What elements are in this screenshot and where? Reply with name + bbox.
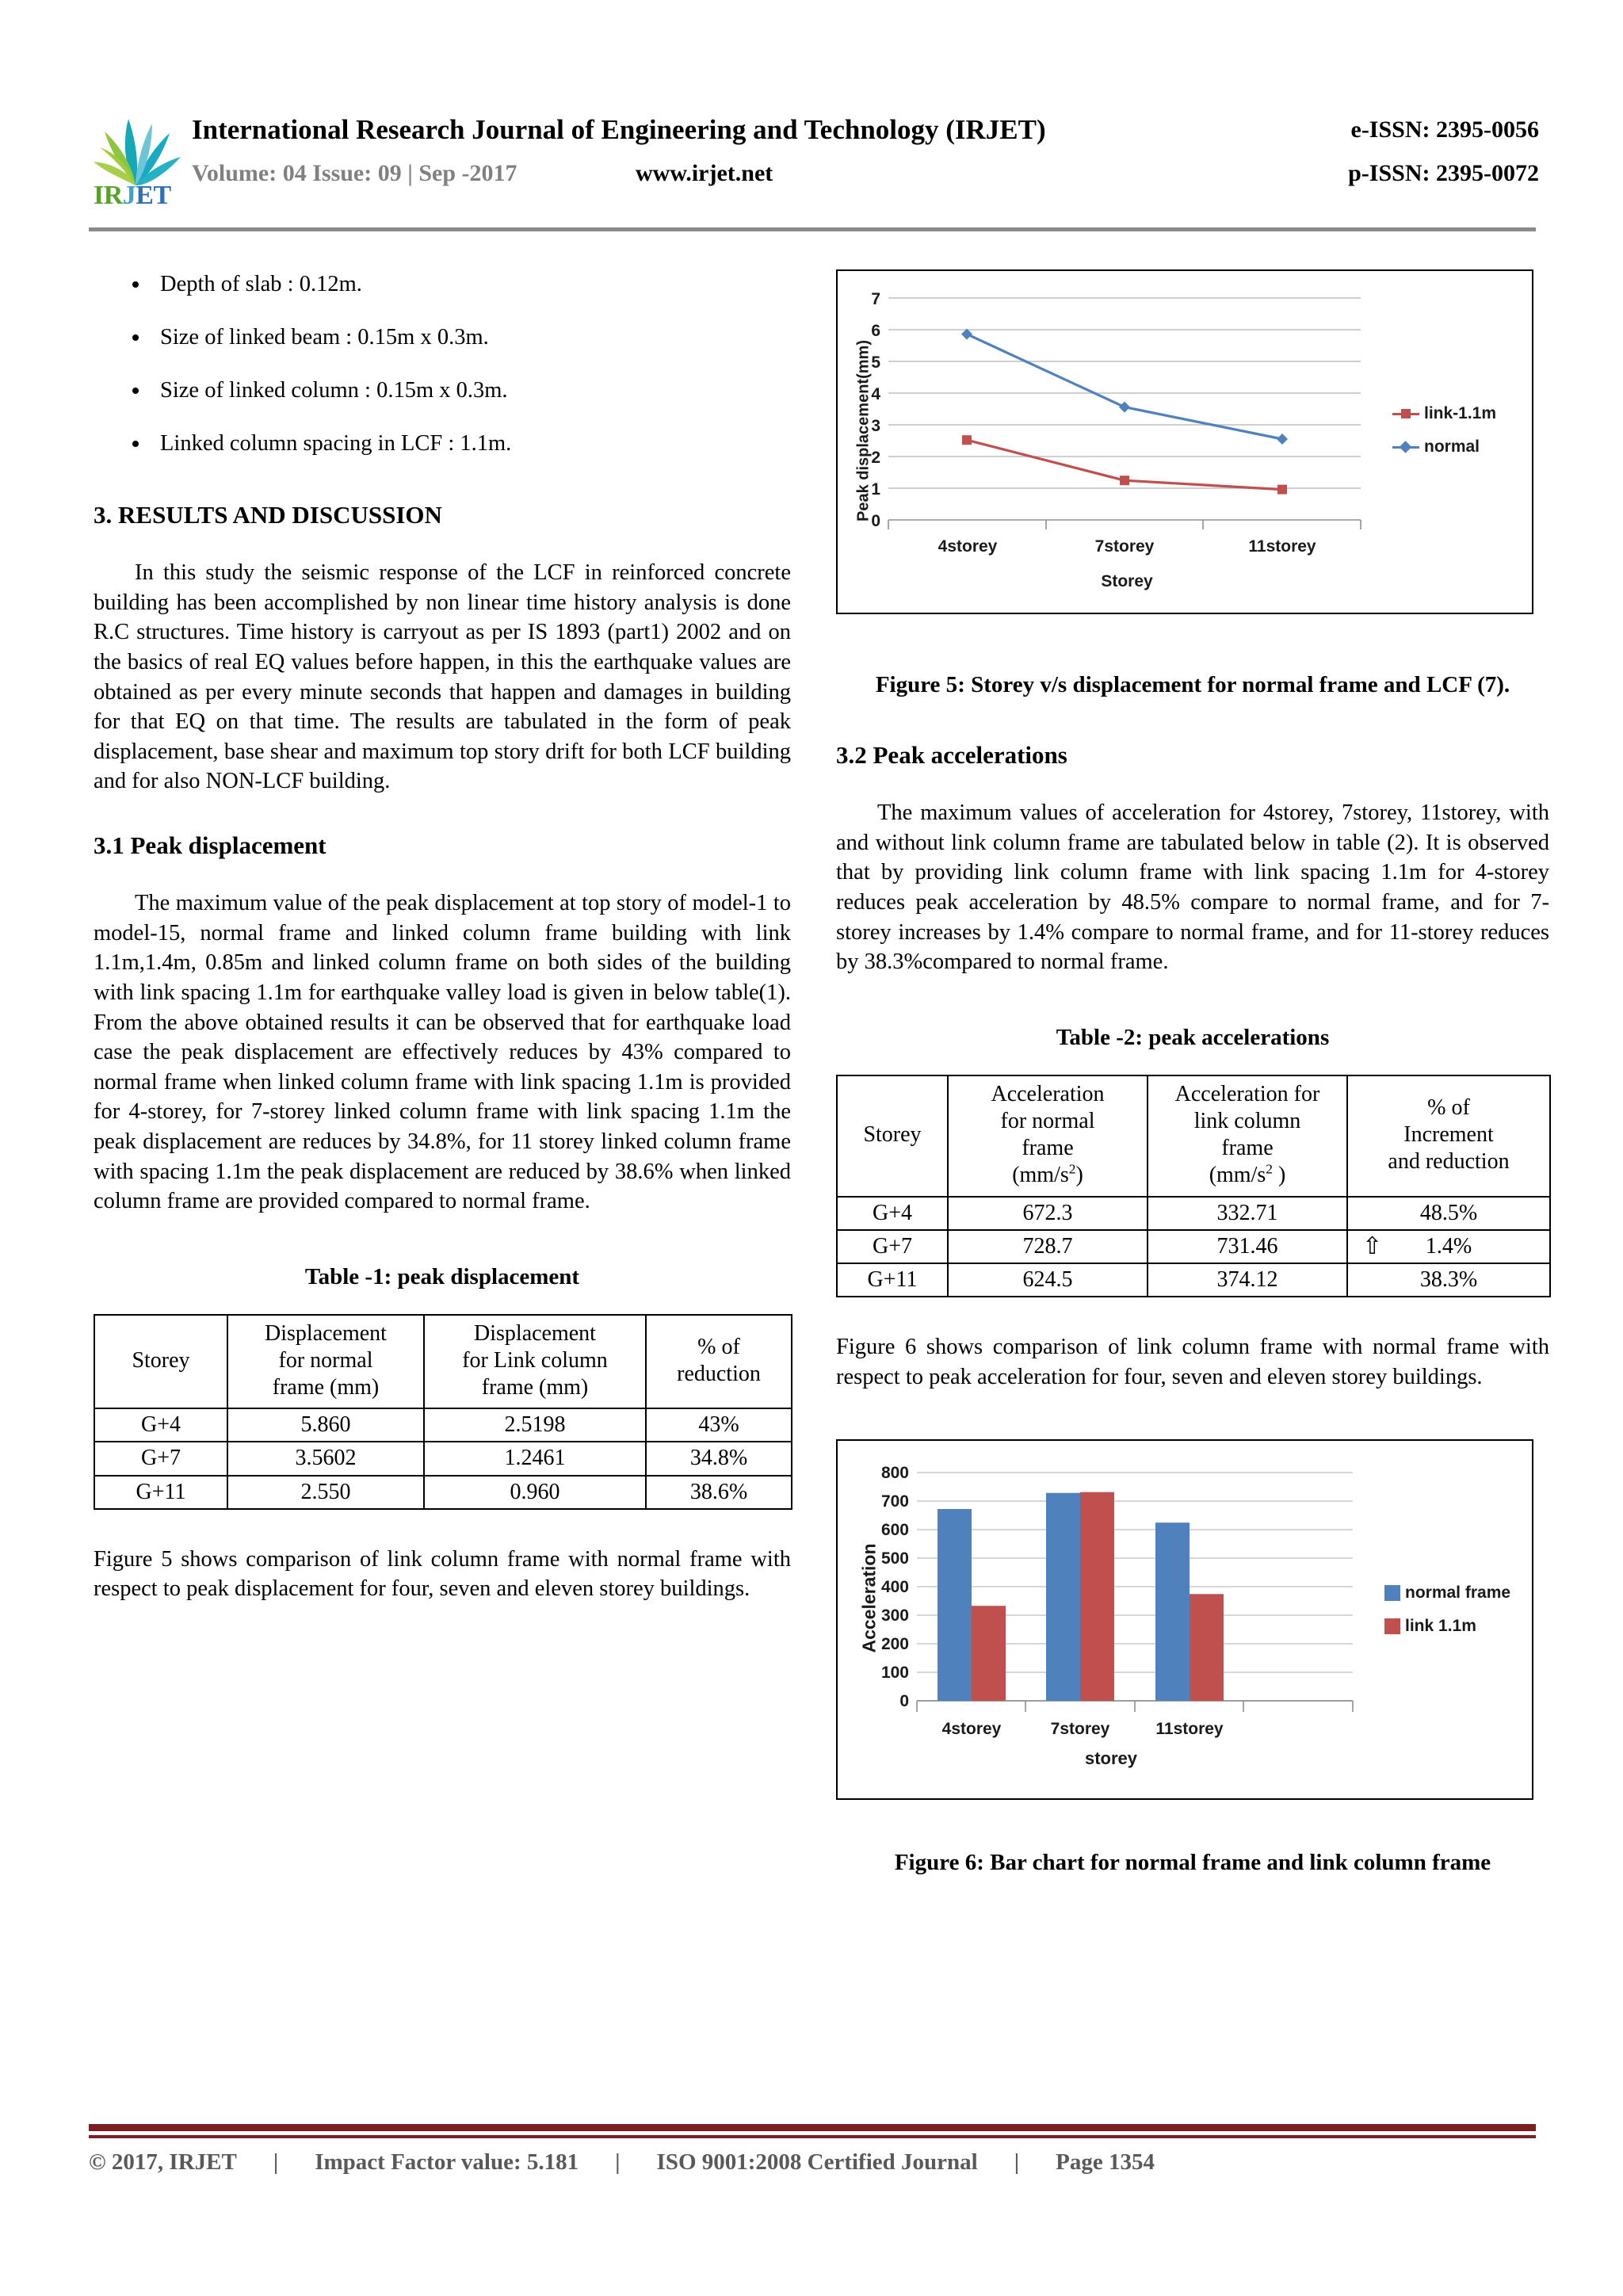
cell: 2.5198 bbox=[424, 1408, 646, 1442]
paragraph-figure6-reference: Figure 6 shows comparison of link column frame with normal frame with respect to peak acceleration for four, seven and eleven storey buildings. bbox=[836, 1335, 1549, 1389]
cell: 1.2461 bbox=[424, 1442, 646, 1475]
figure5-ytick: 7 bbox=[871, 290, 880, 308]
table1-caption: Table -1: peak displacement bbox=[304, 1263, 580, 1289]
table1-col-link: Displacement for Link column frame (mm) bbox=[424, 1315, 646, 1408]
right-column bbox=[836, 269, 1549, 1878]
figure6-ytick: 100 bbox=[880, 1664, 909, 1683]
cell: G+7 bbox=[94, 1442, 227, 1475]
figure5-line-chart bbox=[836, 269, 1533, 614]
figure6-xtick: 4storey bbox=[941, 1720, 1002, 1739]
figure6-caption-text: : Bar chart for normal frame and link column frame bbox=[976, 1850, 1491, 1876]
figure5-ytick: 0 bbox=[871, 512, 880, 530]
cell: G+7 bbox=[837, 1230, 948, 1263]
table2-col-increment: % of Increment and reduction bbox=[1347, 1075, 1550, 1197]
link-frame-swatch bbox=[1384, 1618, 1400, 1634]
cell: 0.960 bbox=[424, 1476, 646, 1509]
table1-col-normal: Displacement for normal frame (mm) bbox=[227, 1315, 424, 1408]
figure6-xtick: 7storey bbox=[1050, 1720, 1110, 1739]
table1-col-storey: Storey bbox=[94, 1315, 227, 1408]
list-item: • Depth of slab : 0.12m. bbox=[151, 269, 791, 299]
normal-frame-swatch bbox=[1384, 1585, 1400, 1601]
figure5-xtick: 7storey bbox=[1094, 537, 1155, 556]
journal-masthead bbox=[89, 111, 1539, 230]
figure5-legend-item-normal[interactable] bbox=[1392, 437, 1480, 457]
link-series-swatch bbox=[1392, 413, 1419, 415]
figure6-legend-item-normal[interactable] bbox=[1384, 1584, 1510, 1603]
cell: 624.5 bbox=[948, 1263, 1148, 1297]
paragraph-peak-displacement: The maximum value of the peak displacement at top story of model-1 to model-15, normal frame and linked column frame building with link 1.1m,1.4m, 0.85m and linked column frame on both sides of the building with link spacing 1.1m for earthquake valley load is given in below table(1). From the above obtained results it can be observed that for earthquake load case the peak displacement are effectively reduces by 43% compared to normal frame when linked column frame with link spacing 1.1m is provided for 4-storey, for 7-storey linked column frame with link spacing 1.1m the peak displacement are reduces by 34.8%, for 11 storey linked column frame with spacing 1.1m the peak displacement are reduced by 38.6% when linked column frame are provided compared to normal frame. bbox=[94, 891, 791, 1214]
design-parameter-list bbox=[94, 269, 791, 458]
figure6-ytick: 600 bbox=[880, 1521, 909, 1540]
cell: 43% bbox=[646, 1408, 792, 1442]
cell: G+4 bbox=[837, 1197, 948, 1230]
figure6-ytick: 0 bbox=[899, 1692, 909, 1711]
logo-et-text: ET bbox=[136, 181, 171, 210]
table2-col-normal: Acceleration for normal frame $(mm/s^2)$ bbox=[948, 1075, 1148, 1197]
figure6-y-axis-label: Acceleration bbox=[858, 1543, 880, 1653]
e-issn: e-ISSN: 2395-0056 bbox=[1350, 117, 1539, 143]
figure6-x-axis-label: storey bbox=[1084, 1748, 1138, 1769]
figure6-bar-chart bbox=[836, 1439, 1533, 1800]
figure6-ytick: 500 bbox=[880, 1549, 909, 1568]
table-row bbox=[837, 1263, 1550, 1297]
list-item: • Size of linked column : 0.15m x 0.3m. bbox=[151, 376, 791, 405]
footer-separator: | bbox=[273, 2149, 279, 2175]
footer-iso-certification: ISO 9001:2008 Certified Journal bbox=[656, 2149, 978, 2175]
figure5-caption bbox=[836, 670, 1549, 700]
cell bbox=[1347, 1197, 1550, 1230]
pct-value: 1.4% bbox=[1425, 1233, 1472, 1259]
logo-ir-text: IR bbox=[94, 181, 123, 210]
masthead-row-2 bbox=[192, 160, 1539, 197]
figure6-ytick: 300 bbox=[880, 1606, 909, 1626]
figure5-y-axis-label: Peak displacement(mm) bbox=[854, 340, 873, 521]
figure5-label: Figure 5 bbox=[875, 672, 958, 697]
cell: 731.46 bbox=[1148, 1230, 1347, 1263]
figure6-legend-item-link[interactable] bbox=[1384, 1617, 1476, 1636]
figure6-plot-area bbox=[838, 1441, 1532, 1798]
table-row bbox=[837, 1197, 1550, 1230]
table-peak-displacement bbox=[94, 1314, 792, 1510]
cell bbox=[1347, 1263, 1550, 1297]
figure5-legend-item-link[interactable] bbox=[1392, 404, 1496, 423]
leaf-fan-icon bbox=[94, 113, 182, 189]
cell: G+4 bbox=[94, 1408, 227, 1442]
figure6-ytick: 700 bbox=[880, 1492, 909, 1511]
volume-issue: Volume: 04 Issue: 09 | Sep -2017 bbox=[192, 160, 517, 186]
heading-peak-accelerations: 3.2 Peak accelerations bbox=[836, 741, 1067, 770]
unit-normal: $(mm/s^2)$ bbox=[1012, 1162, 1083, 1188]
irjet-logo bbox=[89, 113, 182, 216]
cell: 3.5602 bbox=[227, 1442, 424, 1475]
cell: 332.71 bbox=[1148, 1197, 1347, 1230]
figure6-ytick: 400 bbox=[880, 1578, 909, 1597]
figure6-ytick: 200 bbox=[880, 1635, 909, 1654]
paragraph-peak-accelerations: The maximum values of acceleration for 4storey, 7storey, 11storey, with and without link column frame are tabulated below in table (2). It is observed that by providing link column frame with link spacing 1.1m for 4-storey reduces peak acceleration by 48.5% compare to normal frame, and for 7-storey increases by 1.4% compare to normal frame, and for 11-storey reduces by 38.3%compared to normal frame. bbox=[836, 800, 1549, 975]
left-column bbox=[94, 269, 791, 1604]
list-item: • Size of linked beam : 0.15m x 0.3m. bbox=[151, 323, 791, 352]
figure6-caption bbox=[836, 1847, 1549, 1878]
normal-series-swatch bbox=[1392, 446, 1419, 449]
heading-peak-displacement: 3.1 Peak displacement bbox=[94, 831, 327, 860]
masthead-row-1 bbox=[192, 114, 1539, 154]
paragraph-results-intro: In this study the seismic response of the LCF in reinforced concrete building has been accomplished by non linear time history analysis is done R.C structures. Time history is carryout as per IS 1893 (part1) 2002 and on the basics of real EQ values before happen, in this the earthquake values are obtained as per every minute seconds that happen and damages in building for that EQ on that time. The results are tabulated in the form of peak displacement, base shear and maximum top story drift for both LCF building and for also NON-LCF building. bbox=[94, 560, 791, 794]
irjet-wordmark bbox=[94, 182, 171, 209]
figure5-ytick: 6 bbox=[871, 322, 880, 340]
cell: G+11 bbox=[837, 1263, 948, 1297]
figure5-ytick: 2 bbox=[871, 449, 880, 467]
table-row bbox=[94, 1476, 792, 1509]
page-footer bbox=[89, 2149, 1536, 2176]
figure5-ytick: 5 bbox=[871, 353, 880, 372]
cell: 5.860 bbox=[227, 1408, 424, 1442]
cell bbox=[1347, 1230, 1550, 1263]
cell: 2.550 bbox=[227, 1476, 424, 1509]
table-header-row bbox=[837, 1075, 1550, 1197]
cell: 374.12 bbox=[1148, 1263, 1347, 1297]
header-divider bbox=[89, 227, 1536, 231]
figure5-caption-text: : Storey v/s displacement for normal frame and LCF (7). bbox=[957, 672, 1510, 697]
figure6-ytick: 800 bbox=[880, 1464, 909, 1483]
heading-results-and-discussion: 3. RESULTS AND DISCUSSION bbox=[94, 501, 442, 529]
figure5-xtick: 11storey bbox=[1248, 537, 1316, 556]
figure6-xtick: 11storey bbox=[1155, 1720, 1224, 1739]
p-issn: p-ISSN: 2395-0072 bbox=[1348, 160, 1539, 186]
pct-value: 48.5% bbox=[1419, 1200, 1478, 1225]
figure5-plot-area bbox=[838, 271, 1532, 613]
logo-j-text: J bbox=[122, 181, 136, 210]
table-header-row bbox=[94, 1315, 792, 1408]
legend-label: normal frame bbox=[1405, 1584, 1511, 1603]
table-row bbox=[94, 1442, 792, 1475]
figure5-ytick: 4 bbox=[871, 385, 880, 403]
footer-separator: | bbox=[615, 2149, 621, 2175]
unit-link: ($mm/s^2$ ) bbox=[1209, 1162, 1286, 1188]
cell: 38.6% bbox=[646, 1476, 792, 1509]
footer-divider-thin bbox=[89, 2135, 1536, 2138]
cell: G+11 bbox=[94, 1476, 227, 1509]
footer-page-number: Page 1354 bbox=[1056, 2149, 1155, 2175]
table-peak-accelerations bbox=[836, 1075, 1551, 1297]
table-row bbox=[837, 1230, 1550, 1263]
paragraph-figure5-reference: Figure 5 shows comparison of link column frame with normal frame with respect to peak displacement for four, seven and eleven storey buildings. bbox=[94, 1546, 791, 1602]
footer-divider-thick bbox=[89, 2124, 1536, 2131]
list-item: • Linked column spacing in LCF : 1.1m. bbox=[151, 429, 791, 458]
figure5-ytick: 3 bbox=[871, 417, 880, 435]
legend-label: link-1.1m bbox=[1424, 404, 1497, 422]
legend-label: normal bbox=[1424, 437, 1480, 456]
footer-impact-factor: Impact Factor value: 5.181 bbox=[315, 2149, 579, 2175]
table2-col-storey: Storey bbox=[837, 1075, 948, 1197]
increment-arrow-icon: ⇧ bbox=[1362, 1232, 1383, 1259]
footer-copyright: © 2017, IRJET bbox=[89, 2149, 237, 2175]
journal-title: International Research Journal of Engineering and Technology (IRJET) bbox=[192, 114, 1046, 145]
figure6-label: Figure 6 bbox=[894, 1850, 977, 1876]
table2-col-link: Acceleration for link column frame ($mm/s^2$ ) bbox=[1148, 1075, 1347, 1197]
pct-value: 38.3% bbox=[1419, 1266, 1478, 1292]
table2-caption: Table -2: peak accelerations bbox=[1056, 1024, 1330, 1050]
table-row bbox=[94, 1408, 792, 1442]
cell: 728.7 bbox=[948, 1230, 1148, 1263]
cell: 672.3 bbox=[948, 1197, 1148, 1230]
figure5-ytick: 1 bbox=[871, 480, 880, 499]
footer-separator: | bbox=[1014, 2149, 1020, 2175]
legend-label: link 1.1m bbox=[1405, 1617, 1476, 1636]
cell: 34.8% bbox=[646, 1442, 792, 1475]
journal-website[interactable]: www.irjet.net bbox=[636, 160, 773, 186]
figure5-xtick: 4storey bbox=[938, 537, 998, 556]
table1-col-reduction: % of reduction bbox=[646, 1315, 792, 1408]
figure5-x-axis-label: Storey bbox=[1101, 572, 1153, 590]
